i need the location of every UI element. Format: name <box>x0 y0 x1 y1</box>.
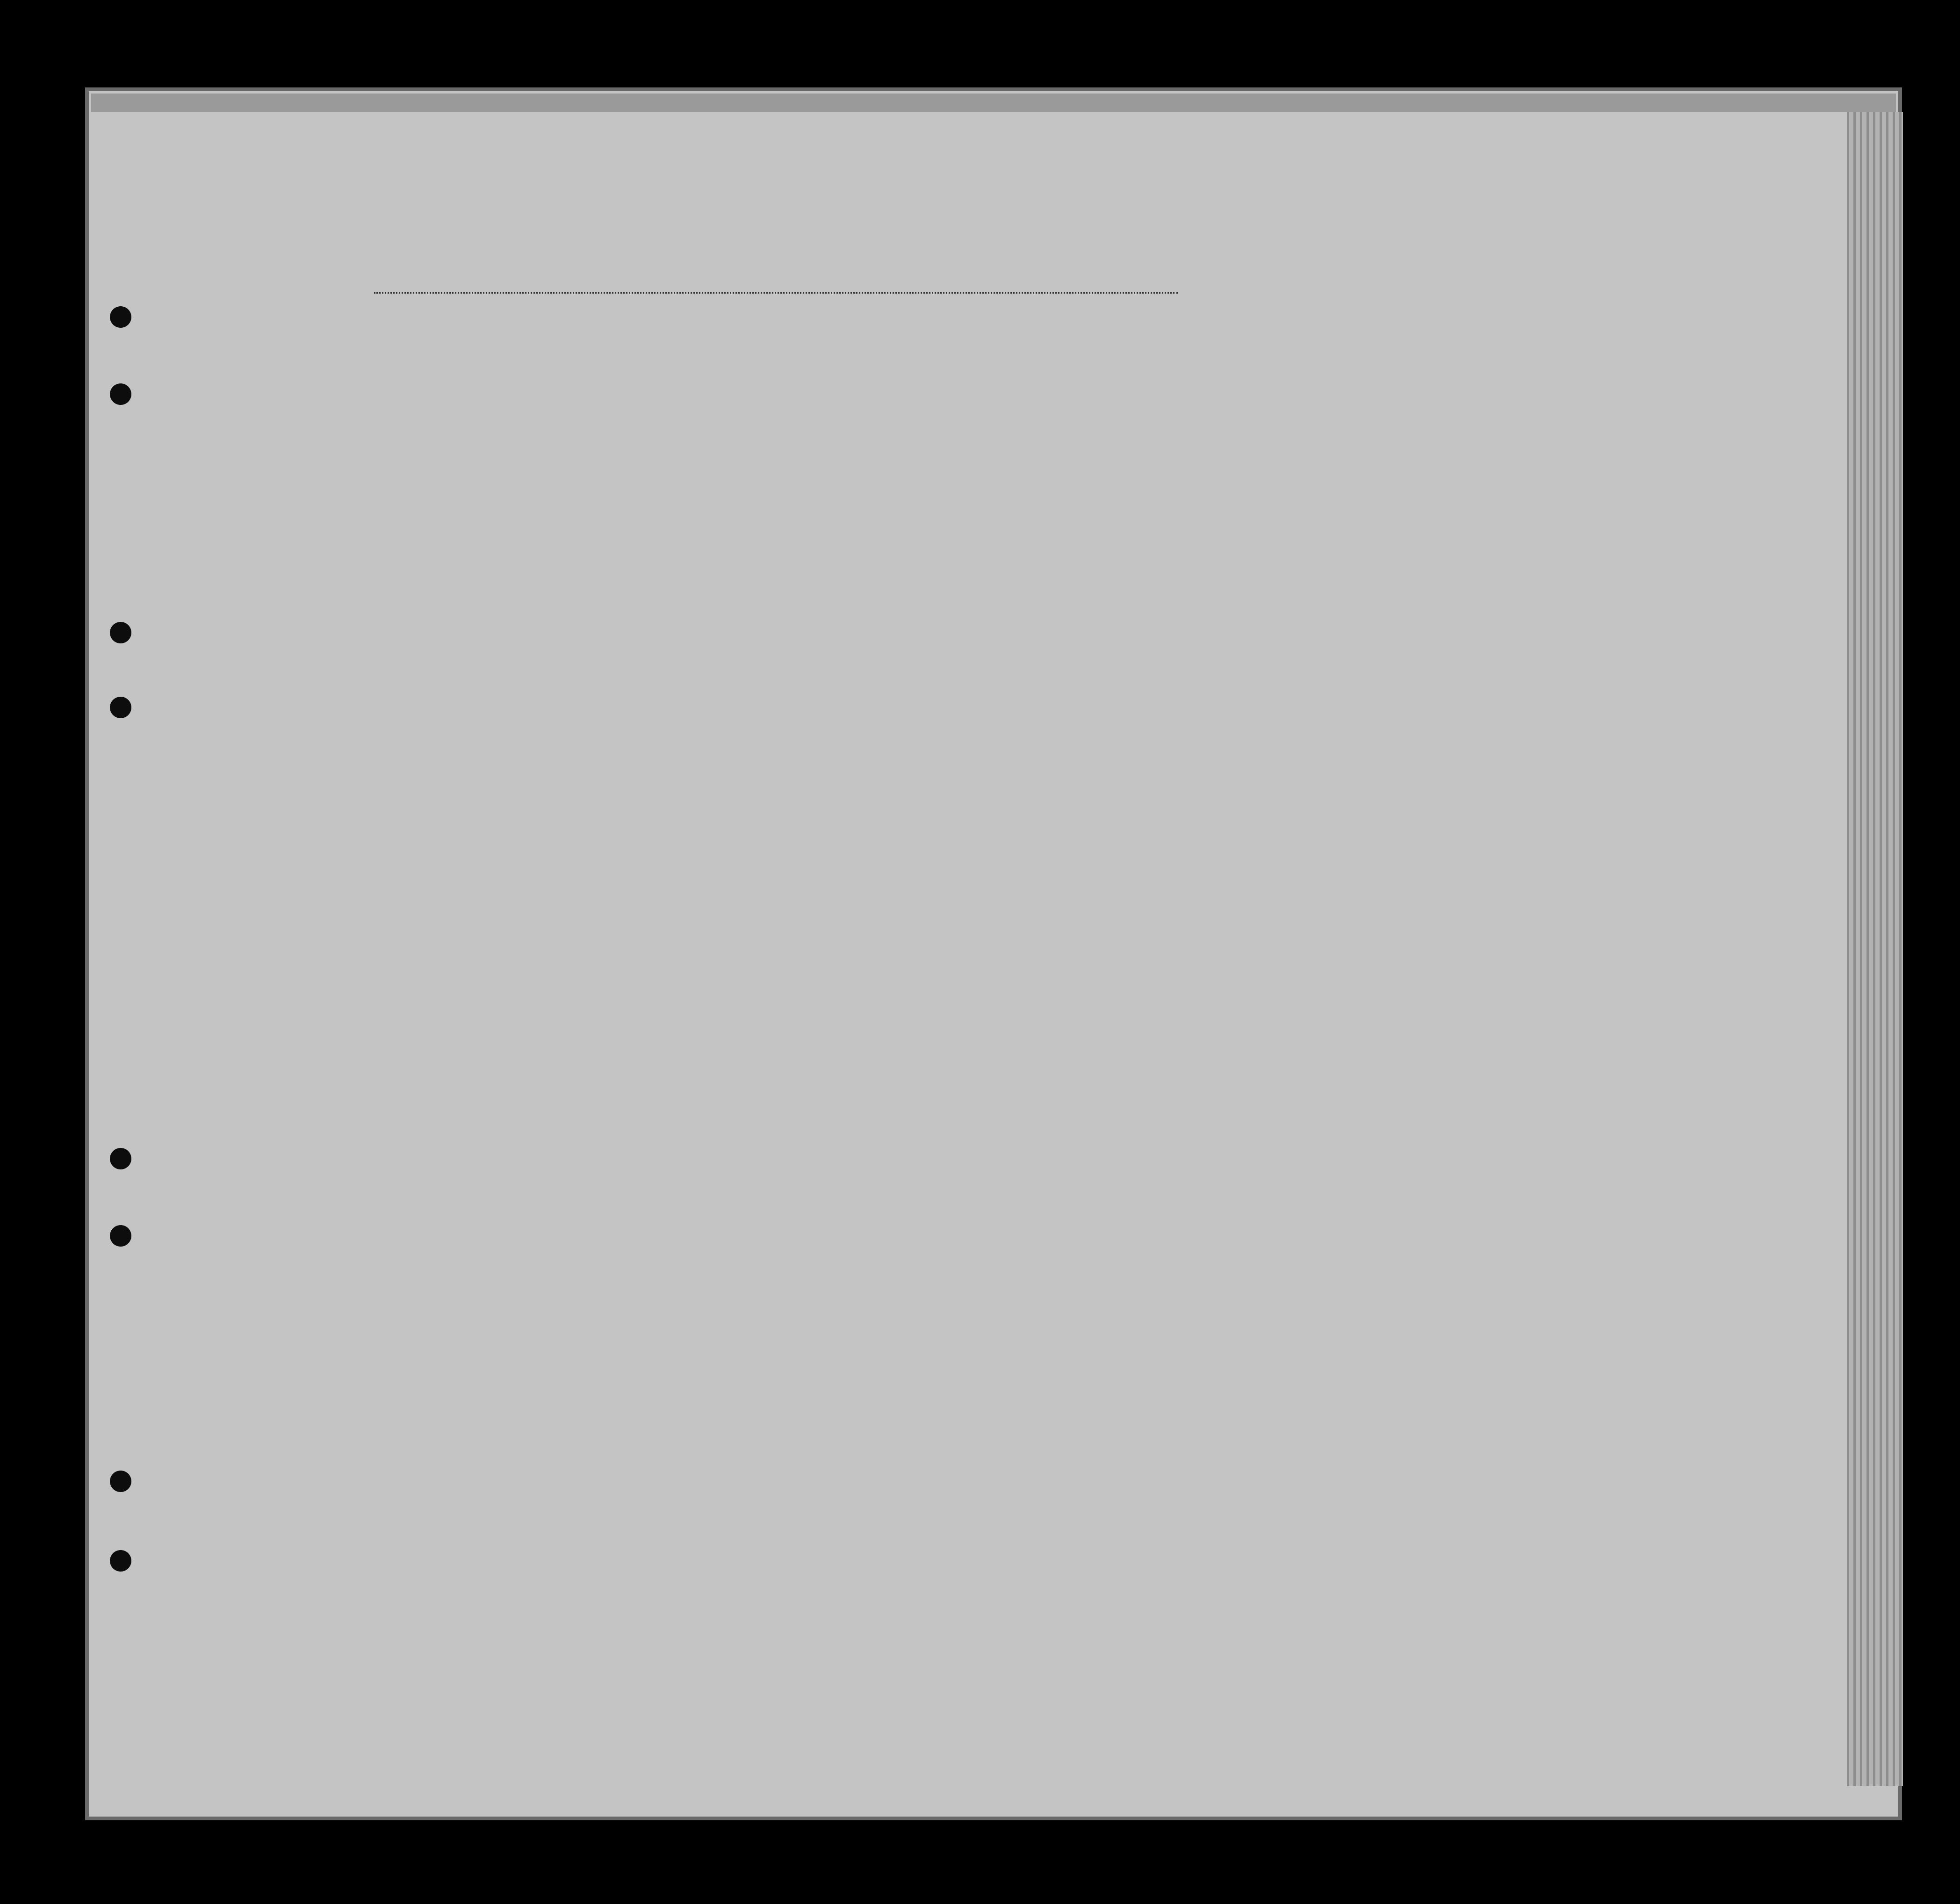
arrival-date <box>856 292 1178 294</box>
arrival-port <box>374 292 902 294</box>
punch-hole <box>110 306 131 328</box>
sheet-top-edge <box>91 94 1896 112</box>
manifest-grid <box>117 332 1861 1637</box>
manifest-table <box>117 332 1861 1637</box>
